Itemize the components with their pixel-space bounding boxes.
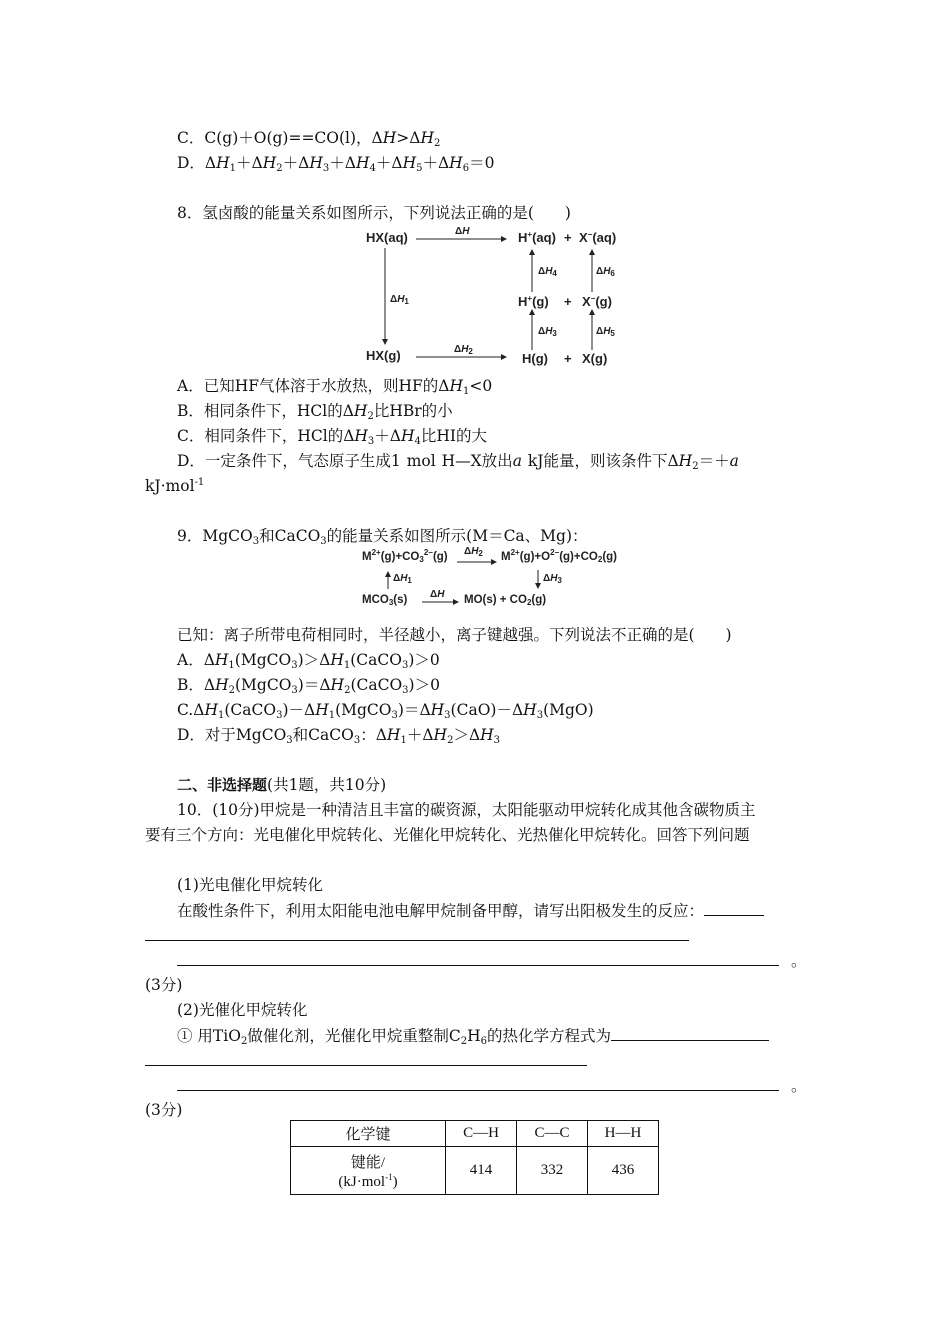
q8-plus-2: + — [564, 294, 572, 309]
q8-xminus-g: X−(g) — [582, 294, 612, 309]
q9-dh2-label: $\Delta H_2$ — [464, 546, 483, 558]
q8-dh3-label: $\Delta H_3$ — [538, 326, 557, 338]
q10-answer-line-2c — [177, 1075, 807, 1096]
q8-dh2-label: $\Delta H_2$ — [454, 344, 473, 356]
q10-answer-line-1c — [177, 950, 807, 971]
q10-answer-blank-1c[interactable] — [177, 950, 779, 966]
q8-xminus-aq: X−(aq) — [579, 230, 617, 245]
q10-part1-prompt: 在酸性条件下，利用太阳能电池电解甲烷制备甲醇，请写出阳极发生的反应： — [177, 902, 705, 920]
part2-heading — [177, 775, 386, 795]
q8-hplus-aq: H+(aq) — [518, 230, 556, 245]
table-row-label-2: (kJ·mol$^{-1}$) — [338, 1171, 398, 1190]
table-header-cell: H—H — [588, 1121, 659, 1147]
q8-option-a: A．已知HF气体溶于水放热，则HF的$\Delta H_1<0$ — [177, 377, 493, 397]
q8-dh5-label: $\Delta H_5$ — [596, 326, 615, 338]
q8-stem: 8．氢卤酸的能量关系如图所示，下列说法正确的是( ) — [177, 204, 571, 222]
q8-hx-g: HX(g) — [366, 348, 401, 363]
q9-dh1-label: $\Delta H_1$ — [393, 573, 412, 585]
q8-plus-1: + — [564, 230, 572, 245]
q10-answer-blank-1b[interactable] — [145, 925, 689, 941]
q9-top-left: $M^{2+}(g)+CO_3^{2-}(g)$ — [362, 548, 448, 564]
q9-option-a: A．$\Delta H_1(MgCO_3)>\Delta H_1(CaCO_3)>0$ — [177, 651, 440, 671]
q10-period-2: 。 — [791, 1077, 807, 1095]
q10-part2-title: (2)光催化甲烷转化 — [177, 1001, 308, 1019]
table-cell: 332 — [517, 1147, 588, 1195]
table-header-row — [291, 1121, 659, 1147]
q10-stem-1: 10．(10分)甲烷是一种清洁且丰富的碳资源，太阳能驱动甲烷转化成其他含碳物质主 — [177, 801, 756, 819]
q9-option-b: B．$\Delta H_2(MgCO_3)=\Delta H_2(CaCO_3)>0$ — [177, 676, 440, 696]
q8-hplus-g: H+(g) — [518, 294, 549, 309]
q9-bottom-right: $MO(s) + CO_2(g)$ — [464, 594, 547, 607]
part2-heading-rest: (共1题，共10分) — [267, 776, 387, 794]
q8-dh-label: ΔH — [455, 226, 470, 237]
q10-part2-text: ① 用TiO$_2$做催化剂，光催化甲烷重整制$C_2H_6$的热化学方程式为 — [177, 1025, 769, 1046]
q10-answer-line-1b — [145, 925, 689, 946]
q7-option-d: D．$\Delta H_1+\Delta H_2+\Delta H_3+\Delta H_4+\Delta H_5+\Delta H_6=0$ — [177, 154, 495, 174]
table-row-label — [291, 1147, 446, 1195]
q9-dh-label: ΔH — [430, 589, 445, 600]
q8-dh4-label: $\Delta H_4$ — [538, 266, 557, 278]
q9-top-right: $M^{2+}(g)+O^{2-}(g)+CO_2(g)$ — [501, 548, 617, 564]
q8-dh1-label: $\Delta H_1$ — [390, 294, 409, 306]
q9-energy-diagram — [360, 546, 640, 616]
q10-answer-line-2b — [145, 1050, 587, 1071]
table-row — [291, 1147, 659, 1195]
q8-option-d: D．一定条件下，气态原子生成1 mol H—X放出a kJ能量，则该条件下$\Delta H_2=+a$ — [177, 452, 739, 472]
q10-answer-blank-2b[interactable] — [145, 1050, 587, 1066]
q10-answer-blank-1a[interactable] — [704, 900, 764, 916]
q8-hx-aq: HX(aq) — [366, 230, 408, 245]
q8-h-g: H(g) — [522, 351, 548, 366]
q9-stem: 9．MgCO$_3$和CaCO$_3$的能量关系如图所示(M＝Ca、Mg)： — [177, 527, 588, 547]
q8-option-c: C．相同条件下，HCl的$\Delta H_3+\Delta H_4$比HI的大 — [177, 427, 488, 447]
part2-heading-bold: 二、非选择题 — [177, 776, 268, 794]
table-cell: 414 — [446, 1147, 517, 1195]
table-cell: 436 — [588, 1147, 659, 1195]
table-row-label-1: 键能/ — [350, 1154, 386, 1171]
q10-part1-title: (1)光电催化甲烷转化 — [177, 876, 323, 894]
q7-option-c: C．C(g)＋O(g)==CO(l)，$\Delta H>\Delta H_2$ — [177, 129, 441, 149]
q9-option-c: $C.\Delta H_1(CaCO_3)-\Delta H_1(MgCO_3)=\Delta H_3(CaO)-\Delta H_3(MgO)$ — [177, 701, 594, 721]
q10-score-1: (3分) — [145, 976, 183, 994]
q9-option-d: D．对于MgCO$_3$和CaCO$_3$：$\Delta H_1+\Delta H_2>\Delta H_3$ — [177, 726, 501, 746]
q10-period-1: 。 — [791, 952, 807, 970]
q10-stem-2: 要有三个方向：光电催化甲烷转化、光催化甲烷转化、光热催化甲烷转化。回答下列问题 — [145, 826, 750, 844]
q8-option-d-unit: kJ·mol$^{-1}$ — [145, 477, 205, 495]
q8-x-g: X(g) — [582, 351, 608, 366]
q10-score-2: (3分) — [145, 1101, 183, 1119]
q10-answer-blank-2c[interactable] — [177, 1075, 779, 1091]
table-header-cell: 化学键 — [291, 1121, 446, 1147]
q9-known: 已知：离子所带电荷相同时，半径越小，离子键越强。下列说法不正确的是( ) — [177, 626, 732, 644]
q10-part1-text — [177, 900, 764, 921]
q8-energy-diagram — [360, 226, 630, 371]
table-header-cell: C—C — [517, 1121, 588, 1147]
q9-bottom-left: $MCO_3(s)$ — [362, 594, 408, 607]
q9-dh3-label: $\Delta H_3$ — [543, 573, 562, 585]
q8-plus-3: + — [564, 351, 572, 366]
q8-dh6-label: $\Delta H_6$ — [596, 266, 615, 278]
q8-option-b: B．相同条件下，HCl的$\Delta H_2$比HBr的小 — [177, 402, 453, 422]
bond-energy-table — [290, 1120, 659, 1195]
table-header-cell: C—H — [446, 1121, 517, 1147]
q10-answer-blank-2a[interactable] — [611, 1025, 769, 1041]
